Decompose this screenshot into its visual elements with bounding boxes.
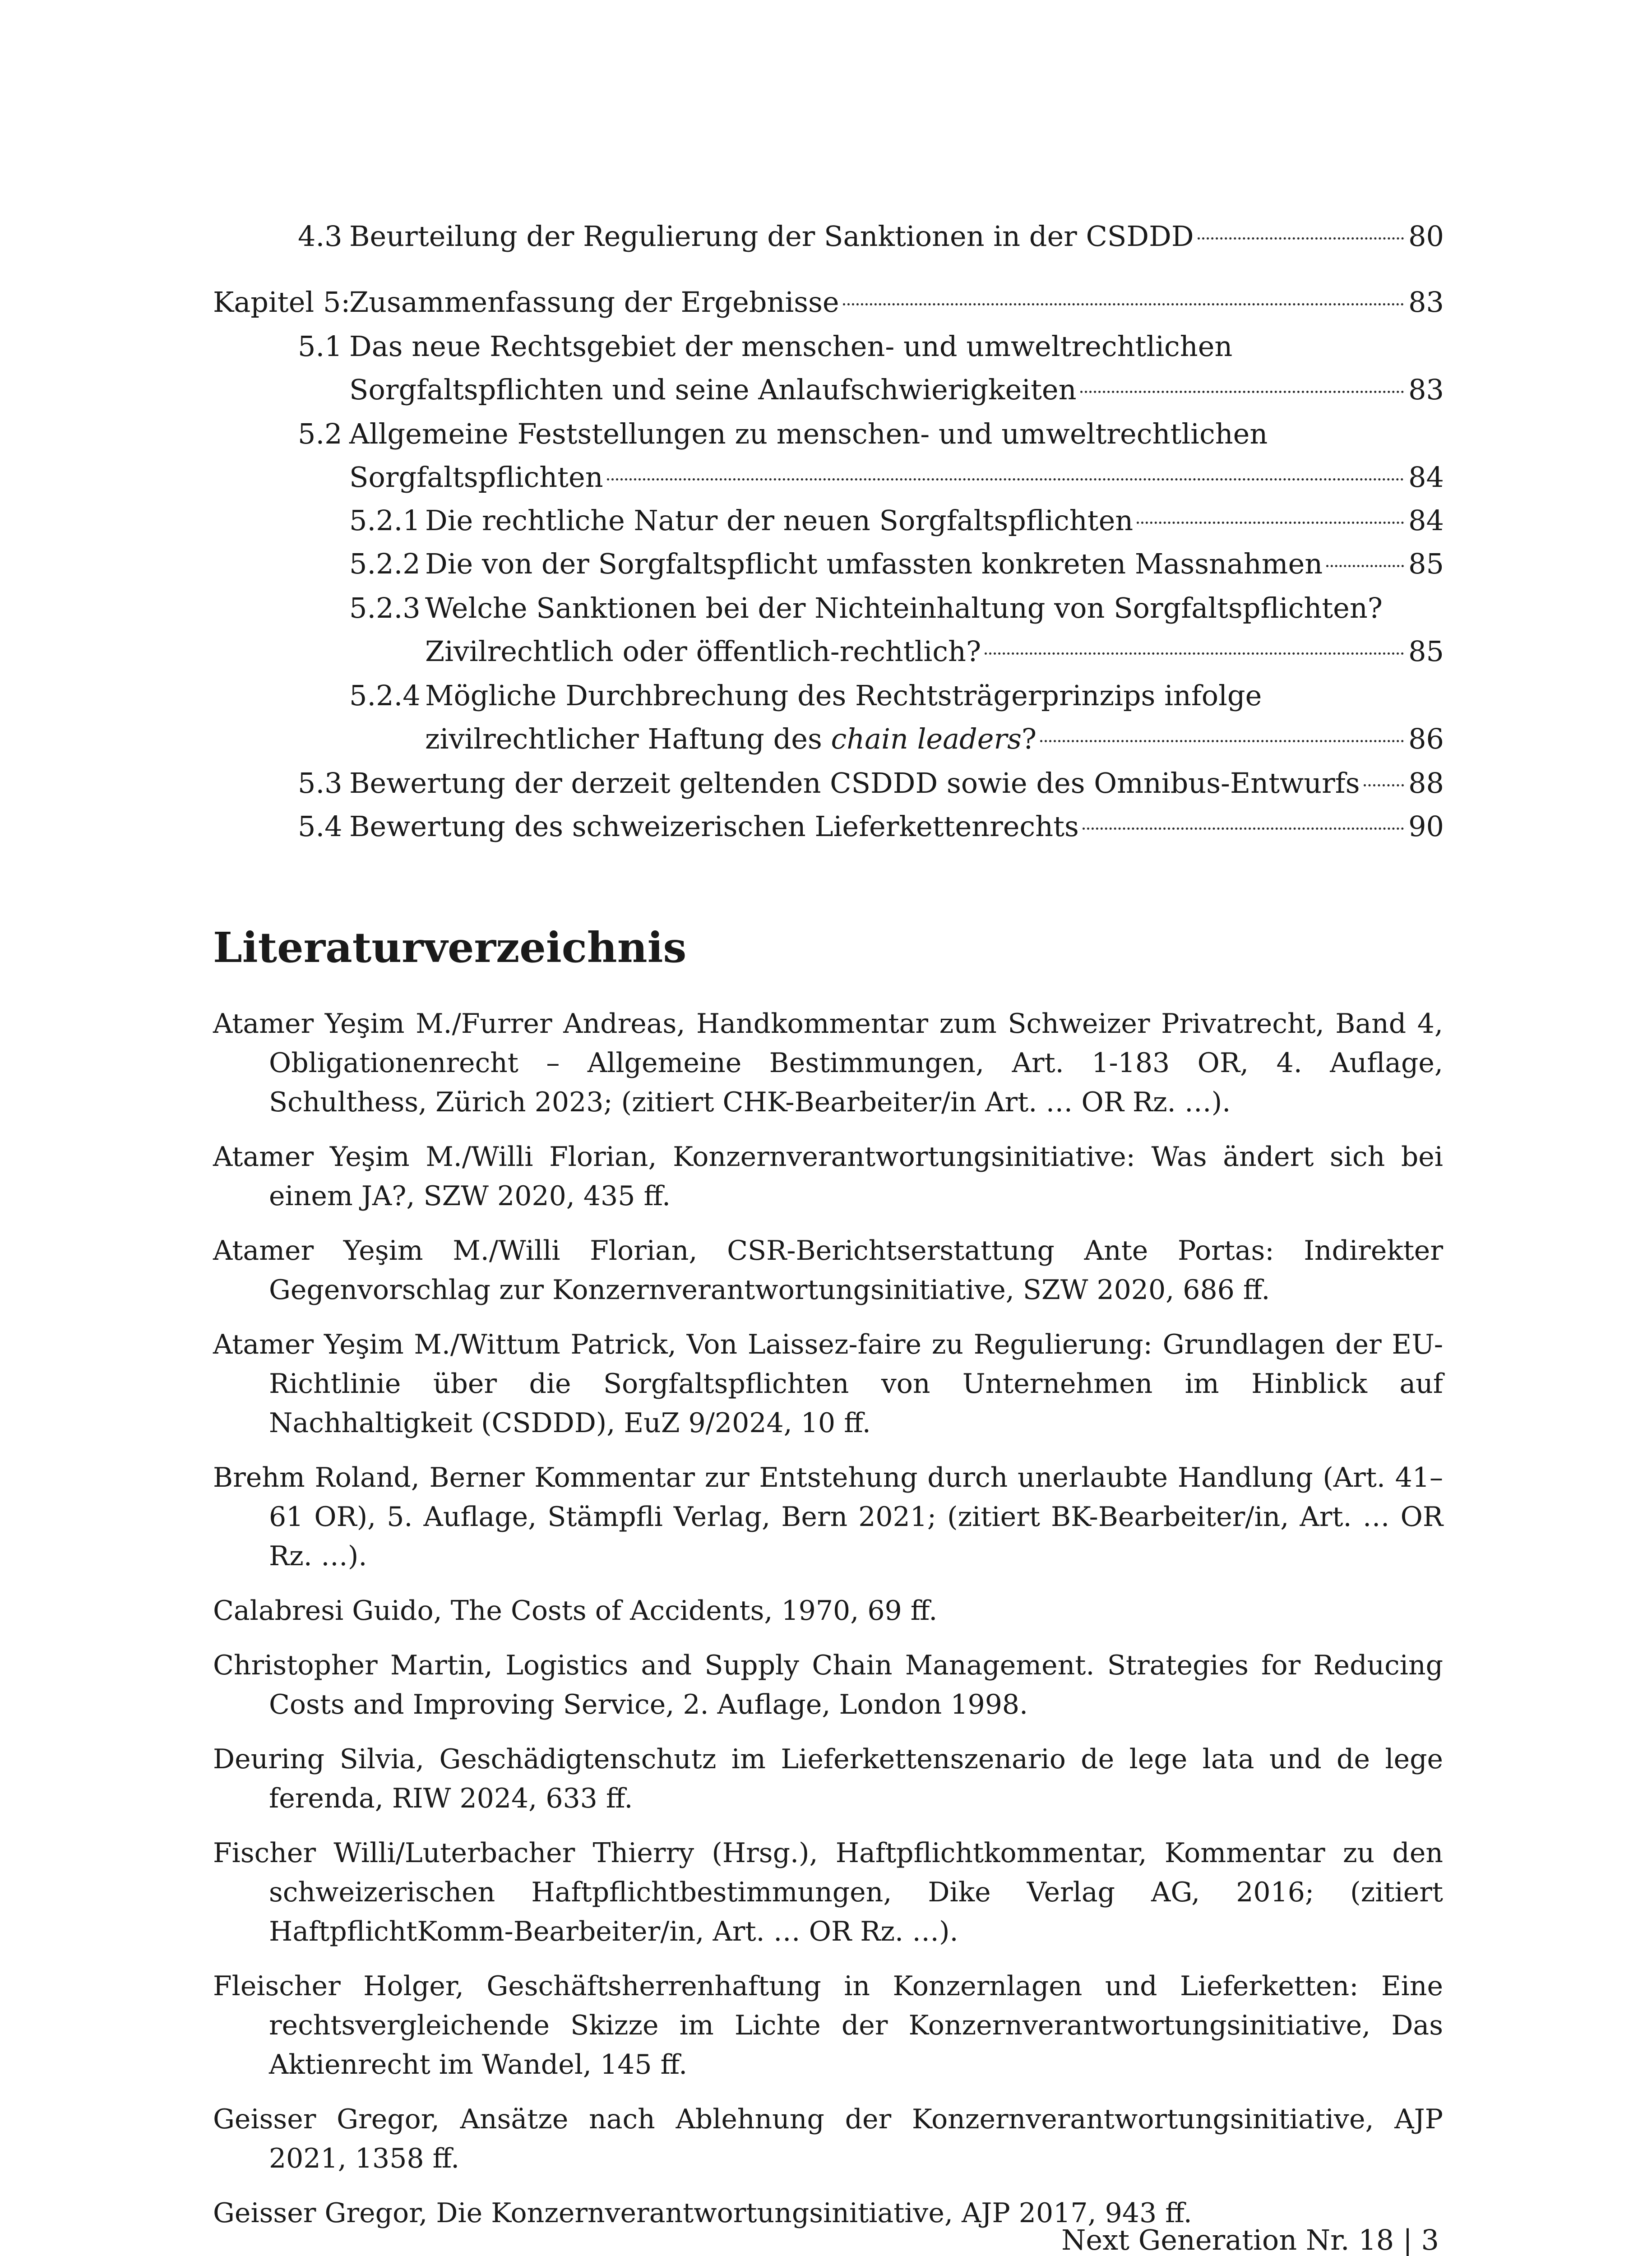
- toc-dot-leader: [1083, 828, 1404, 830]
- section-heading: Literaturverzeichnis: [213, 923, 687, 972]
- toc-number: 5.1: [298, 330, 342, 363]
- toc-entry-5-3: [298, 762, 1444, 805]
- toc-entry-5-1-cont: [349, 368, 1444, 411]
- toc-dot-leader: [985, 652, 1404, 655]
- toc-title: Die von der Sorgfaltspflicht umfassten konkreten Massnahmen: [425, 547, 1323, 580]
- toc-title-italic: chain leaders: [831, 722, 1022, 755]
- toc-page-number: 85: [1408, 547, 1444, 580]
- toc-title: Allgemeine Feststellungen zu menschen- und umweltrechtlichen: [349, 417, 1268, 450]
- toc-number: 5.3: [298, 767, 342, 800]
- toc-number: 5.4: [298, 810, 342, 843]
- toc-entry-5-2-3: [349, 587, 1444, 630]
- bibliography-entry: Atamer Yeşim M./Wittum Patrick, Von Laissez-faire zu Regulierung: Grundlagen der EU-Richtlinie über die Sorgfaltspflichten von Unternehmen im Hinblick auf Nachhaltigkeit (CSDDD), EuZ 9/2024, 10 ff.: [213, 1329, 1443, 1439]
- toc-entry-5-2-3-cont: [425, 630, 1444, 673]
- toc-number: 5.2.2: [349, 547, 421, 580]
- toc-title: Bewertung der derzeit geltenden CSDDD sowie des Omnibus-Entwurfs: [349, 767, 1360, 800]
- bibliography-entry: Atamer Yeşim M./Willi Florian, Konzernverantwortungsinitiative: Was ändert sich bei einem JA?, SZW 2020, 435 ff.: [213, 1141, 1443, 1212]
- bibliography-entry: Deuring Silvia, Geschädigtenschutz im Lieferkettenszenario de lege lata und de lege ferenda, RIW 2024, 633 ff.: [213, 1743, 1443, 1814]
- toc-entry-5-2: [298, 412, 1444, 456]
- toc-entry-kapitel-5: [213, 281, 1444, 324]
- toc-title: Zivilrechtlich oder öffentlich-rechtlich?: [425, 635, 981, 668]
- toc-title: Welche Sanktionen bei der Nichteinhaltung von Sorgfaltspflichten?: [425, 592, 1383, 624]
- bibliography-entry: Calabresi Guido, The Costs of Accidents, 1970, 69 ff.: [213, 1595, 938, 1627]
- toc-entry-5-1: [298, 325, 1444, 368]
- toc-number: 5.2.1: [349, 504, 421, 537]
- toc-dot-leader: [1137, 522, 1404, 524]
- toc-entry-5-2-4-cont: [425, 717, 1444, 761]
- toc-dot-leader: [1326, 565, 1404, 567]
- toc-title: Das neue Rechtsgebiet der menschen- und umweltrechtlichen: [349, 330, 1233, 363]
- toc-title: Sorgfaltspflichten und seine Anlaufschwierigkeiten: [349, 373, 1077, 406]
- toc-title: Zusammenfassung der Ergebnisse: [349, 286, 839, 319]
- toc-number: 4.3: [298, 220, 342, 253]
- bibliography-entry: Geisser Gregor, Ansätze nach Ablehnung der Konzernverantwortungsinitiative, AJP 2021, 1358 ff.: [213, 2103, 1443, 2174]
- bibliography-entry: Atamer Yeşim M./Willi Florian, CSR-Berichtserstattung Ante Portas: Indirekter Gegenvorschlag zur Konzernverantwortungsinitiative, SZW 2020, 686 ff.: [213, 1235, 1443, 1306]
- toc-entry-5-2-1: [349, 499, 1444, 542]
- toc-title: Beurteilung der Regulierung der Sanktionen in der CSDDD: [349, 220, 1194, 253]
- toc-title: Mögliche Durchbrechung des Rechtsträgerprinzips infolge: [425, 679, 1262, 712]
- toc-page-number: 80: [1408, 220, 1444, 253]
- toc-title: Die rechtliche Natur der neuen Sorgfaltspflichten: [425, 504, 1134, 537]
- toc-entry-5-4: [298, 805, 1444, 848]
- toc-dot-leader: [1198, 237, 1404, 240]
- toc-title-suffix: ?: [1021, 722, 1037, 755]
- toc-dot-leader: [607, 478, 1404, 481]
- toc-entry-5-2-cont: [349, 456, 1444, 499]
- toc-page-number: 84: [1408, 461, 1444, 494]
- toc-number: 5.2.4: [349, 679, 421, 712]
- toc-title: Bewertung des schweizerischen Lieferkettenrechts: [349, 810, 1079, 843]
- toc-title: [425, 717, 1037, 761]
- toc-page-number: 84: [1408, 504, 1444, 537]
- toc-dot-leader: [1364, 784, 1404, 786]
- toc-title: Sorgfaltspflichten: [349, 461, 603, 494]
- bibliography-entry: Fleischer Holger, Geschäftsherrenhaftung in Konzernlagen und Lieferketten: Eine rechtsvergleichende Skizze im Lichte der Konzernverantwortungsinitiative, Das Aktienrecht im Wandel, 145 ff.: [213, 1970, 1443, 2080]
- toc-entry-5-2-4: [349, 674, 1444, 717]
- toc-page-number: 85: [1408, 635, 1444, 668]
- toc-page-number: 83: [1408, 286, 1444, 319]
- toc-dot-leader: [843, 303, 1404, 305]
- bibliography-list: [213, 1004, 1443, 2248]
- toc-page-number: 88: [1408, 767, 1444, 800]
- bibliography-entry: Christopher Martin, Logistics and Supply Chain Management. Strategies for Reducing Costs and Improving Service, 2. Auflage, London 1998.: [213, 1650, 1443, 1720]
- toc-page-number: 90: [1408, 810, 1444, 843]
- toc-entry-5-2-2: [349, 542, 1444, 586]
- toc-page-number: 83: [1408, 373, 1444, 406]
- bibliography-entry: Brehm Roland, Berner Kommentar zur Entstehung durch unerlaubte Handlung (Art. 41–61 OR), 5. Auflage, Stämpfli Verlag, Bern 2021; (zitiert BK-Bearbeiter/in, Art. … OR Rz. …).: [213, 1462, 1443, 1572]
- toc-number: 5.2.3: [349, 592, 421, 624]
- toc-entry-4-3: [298, 215, 1444, 258]
- bibliography-entry: Geisser Gregor, Die Konzernverantwortungsinitiative, AJP 2017, 943 ff.: [213, 2197, 1192, 2229]
- toc-page-number: 86: [1408, 722, 1444, 755]
- bibliography-entry: Atamer Yeşim M./Furrer Andreas, Handkommentar zum Schweizer Privatrecht, Band 4, Obligationenrecht – Allgemeine Bestimmungen, Art. 1-183 OR, 4. Auflage, Schulthess, Zürich 2023; (zitiert CHK-Bearbeiter/in Art. … OR Rz. …).: [213, 1008, 1443, 1118]
- bibliography-entry: Fischer Willi/Luterbacher Thierry (Hrsg.), Haftpflichtkommentar, Kommentar zu den schweizerischen Haftpflichtbestimmungen, Dike Verlag AG, 2016; (zitiert HaftpflichtKomm-Bearbeiter/in, Art. … OR Rz. …).: [213, 1837, 1443, 1947]
- toc-dot-leader: [1080, 391, 1404, 393]
- toc-number: Kapitel 5:: [213, 286, 351, 319]
- page-footer: Next Generation Nr. 18 | 3: [1061, 2224, 1439, 2256]
- toc-title-part: zivilrechtlicher Haftung des: [425, 722, 831, 755]
- toc-dot-leader: [1040, 740, 1404, 742]
- toc-number: 5.2: [298, 417, 342, 450]
